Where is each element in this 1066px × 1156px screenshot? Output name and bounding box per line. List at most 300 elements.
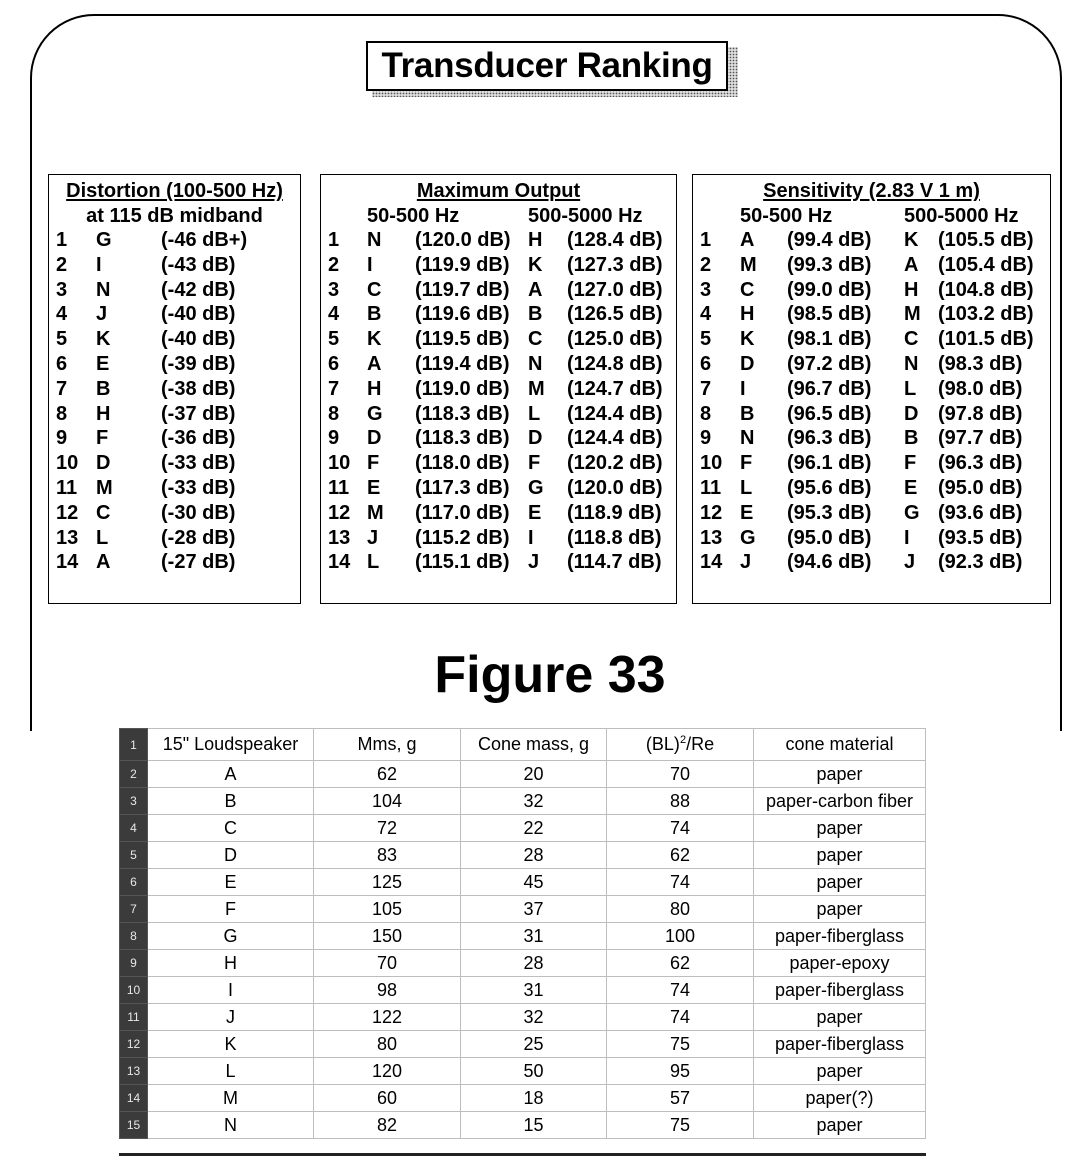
cell-cone-mass[interactable]: 45: [461, 869, 607, 896]
speaker-letter: I: [740, 377, 746, 400]
ranking-row: [321, 477, 676, 502]
cell-cone-material[interactable]: paper: [754, 869, 926, 896]
speaker-letter: I: [904, 526, 910, 549]
cell-mms[interactable]: 150: [314, 923, 461, 950]
rank-number: 3: [328, 278, 340, 301]
ranking-row: [693, 328, 1050, 353]
ranking-row: [693, 477, 1050, 502]
table-row: [120, 788, 926, 815]
header-loudspeaker[interactable]: 15" Loudspeaker: [148, 729, 314, 761]
low-band-value: (118.0 dB): [415, 452, 510, 475]
speaker-letter: G: [96, 229, 112, 251]
cell-cone-mass[interactable]: 28: [461, 842, 607, 869]
cell-bl2-re[interactable]: 62: [607, 842, 754, 869]
cell-bl2-re[interactable]: 88: [607, 788, 754, 815]
speaker-letter: E: [904, 476, 918, 499]
cell-bl2-re[interactable]: 74: [607, 869, 754, 896]
rank-number: 2: [56, 253, 68, 276]
rank-number: 11: [700, 476, 722, 499]
cell-mms[interactable]: 120: [314, 1058, 461, 1085]
high-band-value: (124.4 dB): [567, 402, 663, 425]
max-output-col2: 500-5000 Hz: [528, 205, 643, 227]
speaker-letter: A: [528, 278, 543, 301]
high-band-value: (98.3 dB): [938, 352, 1023, 375]
cell-cone-mass[interactable]: 20: [461, 761, 607, 788]
speaker-letter: H: [367, 377, 382, 400]
low-band-value: (120.0 dB): [415, 229, 511, 251]
ranking-row: [693, 279, 1050, 304]
row-number[interactable]: 7: [120, 896, 148, 923]
low-band-value: (119.0 dB): [415, 377, 510, 400]
cell-loudspeaker[interactable]: L: [148, 1058, 314, 1085]
header-cone-material[interactable]: cone material: [754, 729, 926, 761]
rank-number: 5: [56, 328, 68, 351]
low-band-value: (96.3 dB): [787, 427, 872, 450]
speaker-letter: N: [904, 352, 919, 375]
speaker-letter: J: [367, 526, 379, 549]
cell-mms[interactable]: 82: [314, 1112, 461, 1139]
figure-caption: Figure 33: [434, 646, 666, 704]
rank-number: 14: [328, 551, 351, 574]
ranking-row: [693, 427, 1050, 452]
cell-loudspeaker[interactable]: D: [148, 842, 314, 869]
speaker-letter: F: [528, 452, 541, 475]
cell-loudspeaker[interactable]: G: [148, 923, 314, 950]
ranking-row: [321, 403, 676, 428]
sheet-header-row: [120, 729, 926, 761]
row-number[interactable]: 3: [120, 788, 148, 815]
rank-number: 9: [700, 427, 712, 450]
ranking-row: [693, 254, 1050, 279]
row-number[interactable]: 6: [120, 869, 148, 896]
rank-number: 6: [56, 352, 68, 375]
low-band-value: (119.5 dB): [415, 328, 510, 351]
cell-bl2-re[interactable]: 70: [607, 761, 754, 788]
rank-number: 10: [700, 452, 723, 475]
speaker-letter: N: [528, 352, 543, 375]
speaker-letter: J: [904, 551, 916, 574]
rank-number: 7: [700, 377, 712, 400]
rank-number: 12: [700, 501, 723, 524]
low-band-value: (115.1 dB): [415, 551, 510, 574]
ranking-row: [49, 328, 300, 353]
high-band-value: (120.0 dB): [567, 476, 663, 499]
low-band-value: (117.0 dB): [415, 501, 510, 524]
speaker-letter: N: [367, 229, 382, 251]
low-band-value: (118.3 dB): [415, 402, 510, 425]
low-band-value: (97.2 dB): [787, 352, 872, 375]
table-row: [120, 896, 926, 923]
row-number[interactable]: 1: [120, 729, 148, 761]
distortion-value: (-37 dB): [161, 402, 236, 425]
ranking-row: [321, 279, 676, 304]
low-band-value: (96.7 dB): [787, 377, 872, 400]
row-number[interactable]: 15: [120, 1112, 148, 1139]
rank-number: 2: [328, 253, 340, 276]
rank-number: 11: [56, 476, 78, 499]
speaker-letter: D: [904, 402, 919, 425]
row-number[interactable]: 12: [120, 1031, 148, 1058]
ranking-row: [321, 229, 676, 254]
high-band-value: (128.4 dB): [567, 229, 663, 251]
speaker-letter: D: [740, 352, 755, 375]
speaker-letter: E: [367, 476, 381, 499]
cell-cone-mass[interactable]: 32: [461, 788, 607, 815]
distortion-value: (-39 dB): [161, 352, 236, 375]
distortion-value: (-33 dB): [161, 476, 236, 499]
header-mms[interactable]: Mms, g: [314, 729, 461, 761]
table-row: [120, 1004, 926, 1031]
speaker-letter: L: [904, 377, 917, 400]
cell-bl2-re[interactable]: 80: [607, 896, 754, 923]
distortion-value: (-38 dB): [161, 377, 236, 400]
cell-cone-mass[interactable]: 28: [461, 950, 607, 977]
cell-cone-material[interactable]: paper: [754, 842, 926, 869]
high-band-value: (93.6 dB): [938, 501, 1023, 524]
cell-cone-material[interactable]: paper-epoxy: [754, 950, 926, 977]
rank-number: 7: [328, 377, 340, 400]
low-band-value: (99.0 dB): [787, 278, 872, 301]
speaker-letter: B: [96, 377, 111, 400]
row-number[interactable]: 5: [120, 842, 148, 869]
cell-cone-material[interactable]: paper-fiberglass: [754, 1031, 926, 1058]
ranking-row: [321, 551, 676, 576]
speaker-letter: F: [904, 452, 917, 475]
table-row: [120, 977, 926, 1004]
cell-cone-material[interactable]: paper: [754, 896, 926, 923]
speaker-letter: C: [740, 278, 755, 301]
cell-loudspeaker[interactable]: A: [148, 761, 314, 788]
speaker-letter: J: [96, 303, 108, 326]
speaker-letter: J: [528, 551, 540, 574]
speaker-letter: I: [96, 253, 102, 276]
row-number[interactable]: 8: [120, 923, 148, 950]
cell-loudspeaker[interactable]: E: [148, 869, 314, 896]
rank-number: 2: [700, 253, 712, 276]
distortion-value: (-28 dB): [161, 526, 236, 549]
rank-number: 13: [700, 526, 723, 549]
distortion-value: (-46 dB+): [161, 229, 248, 251]
speaker-letter: K: [528, 253, 543, 276]
speaker-letter: D: [367, 427, 382, 450]
rank-number: 8: [700, 402, 712, 425]
speaker-letter: M: [904, 303, 921, 326]
low-band-value: (99.4 dB): [787, 229, 872, 251]
speaker-letter: B: [740, 402, 755, 425]
high-band-value: (127.0 dB): [567, 278, 663, 301]
cell-loudspeaker[interactable]: N: [148, 1112, 314, 1139]
cell-cone-material[interactable]: paper-fiberglass: [754, 923, 926, 950]
ranking-row: [49, 551, 300, 576]
row-number[interactable]: 4: [120, 815, 148, 842]
cell-loudspeaker[interactable]: H: [148, 950, 314, 977]
speaker-letter: H: [904, 278, 919, 301]
cell-cone-material[interactable]: paper: [754, 1004, 926, 1031]
ranking-row: [49, 229, 300, 254]
high-band-value: (93.5 dB): [938, 526, 1023, 549]
table-row: [120, 1085, 926, 1112]
speaker-letter: C: [367, 278, 382, 301]
cell-mms[interactable]: 60: [314, 1085, 461, 1112]
high-band-value: (105.4 dB): [938, 253, 1034, 276]
speaker-letter: N: [96, 278, 111, 301]
ranking-row: [321, 502, 676, 527]
cell-mms[interactable]: 125: [314, 869, 461, 896]
rank-number: 4: [56, 303, 68, 326]
rank-number: 7: [56, 377, 68, 400]
high-band-value: (92.3 dB): [938, 551, 1023, 574]
cell-bl2-re[interactable]: 74: [607, 977, 754, 1004]
high-band-value: (105.5 dB): [938, 229, 1034, 251]
rank-number: 3: [700, 278, 712, 301]
cell-mms[interactable]: 80: [314, 1031, 461, 1058]
distortion-value: (-36 dB): [161, 427, 236, 450]
table-row: [120, 923, 926, 950]
speaker-letter: K: [740, 328, 755, 351]
ranking-row: [49, 378, 300, 403]
high-band-value: (118.9 dB): [567, 501, 662, 524]
cell-cone-mass[interactable]: 32: [461, 1004, 607, 1031]
cell-cone-mass[interactable]: 31: [461, 923, 607, 950]
high-band-value: (124.7 dB): [567, 377, 663, 400]
cell-loudspeaker[interactable]: F: [148, 896, 314, 923]
ranking-row: [321, 452, 676, 477]
rank-number: 5: [700, 328, 712, 351]
high-band-value: (114.7 dB): [567, 551, 662, 574]
cell-cone-material[interactable]: paper(?): [754, 1085, 926, 1112]
ranking-row: [49, 477, 300, 502]
cell-loudspeaker[interactable]: C: [148, 815, 314, 842]
speaker-letter: K: [904, 229, 919, 251]
cell-cone-material[interactable]: paper: [754, 761, 926, 788]
speaker-letter: B: [367, 303, 382, 326]
page-title: Transducer Ranking: [366, 41, 728, 91]
table-row: [120, 815, 926, 842]
cell-bl2-re[interactable]: 74: [607, 815, 754, 842]
bl-tail: /Re: [686, 734, 715, 754]
high-band-value: (104.8 dB): [938, 278, 1034, 301]
high-band-value: (126.5 dB): [567, 303, 663, 326]
low-band-value: (95.0 dB): [787, 526, 872, 549]
speaker-letter: D: [96, 452, 111, 475]
rank-number: 12: [56, 501, 79, 524]
speaker-letter: I: [528, 526, 534, 549]
speaker-letter: H: [96, 402, 111, 425]
row-number[interactable]: 11: [120, 1004, 148, 1031]
speaker-letter: H: [740, 303, 755, 326]
cell-cone-mass[interactable]: 18: [461, 1085, 607, 1112]
cell-cone-mass[interactable]: 50: [461, 1058, 607, 1085]
cell-loudspeaker[interactable]: K: [148, 1031, 314, 1058]
cell-cone-mass[interactable]: 31: [461, 977, 607, 1004]
high-band-value: (118.8 dB): [567, 526, 662, 549]
high-band-value: (101.5 dB): [938, 328, 1034, 351]
cell-mms[interactable]: 62: [314, 761, 461, 788]
rank-number: 12: [328, 501, 351, 524]
speaker-letter: J: [740, 551, 752, 574]
ranking-row: [49, 427, 300, 452]
distortion-subtitle: at 115 dB midband: [86, 205, 263, 227]
cell-mms[interactable]: 105: [314, 896, 461, 923]
ranking-row: [49, 502, 300, 527]
cell-cone-material[interactable]: paper-fiberglass: [754, 977, 926, 1004]
cell-mms[interactable]: 83: [314, 842, 461, 869]
ranking-row: [693, 403, 1050, 428]
high-band-value: (120.2 dB): [567, 452, 663, 475]
ranking-row: [321, 328, 676, 353]
table-row: [120, 1112, 926, 1139]
cell-bl2-re[interactable]: 95: [607, 1058, 754, 1085]
header-cone-mass[interactable]: Cone mass, g: [461, 729, 607, 761]
rank-number: 1: [56, 229, 68, 251]
distortion-value: (-30 dB): [161, 501, 236, 524]
high-band-value: (127.3 dB): [567, 253, 663, 276]
ranking-row: [49, 279, 300, 304]
high-band-value: (97.8 dB): [938, 402, 1023, 425]
rank-number: 8: [56, 402, 68, 425]
low-band-value: (118.3 dB): [415, 427, 510, 450]
cell-cone-mass[interactable]: 25: [461, 1031, 607, 1058]
max-output-rows: [321, 229, 676, 576]
ranking-row: [321, 353, 676, 378]
max-output-col1: 50-500 Hz: [367, 205, 460, 227]
speaker-letter: M: [740, 253, 757, 276]
cell-mms[interactable]: 98: [314, 977, 461, 1004]
rank-number: 3: [56, 278, 68, 301]
cell-mms[interactable]: 72: [314, 815, 461, 842]
speaker-letter: C: [96, 501, 111, 524]
rank-number: 13: [328, 526, 351, 549]
ranking-row: [693, 229, 1050, 254]
speaker-letter: A: [367, 352, 382, 375]
rank-number: 5: [328, 328, 340, 351]
low-band-value: (115.2 dB): [415, 526, 510, 549]
high-band-value: (125.0 dB): [567, 328, 663, 351]
cell-cone-mass[interactable]: 37: [461, 896, 607, 923]
rank-number: 13: [56, 526, 79, 549]
high-band-value: (96.3 dB): [938, 452, 1023, 475]
speaker-letter: F: [367, 452, 380, 475]
speaker-letter: H: [528, 229, 543, 251]
cell-cone-mass[interactable]: 22: [461, 815, 607, 842]
speaker-letter: M: [528, 377, 545, 400]
low-band-value: (119.9 dB): [415, 253, 510, 276]
cell-bl2-re[interactable]: 57: [607, 1085, 754, 1112]
cell-cone-mass[interactable]: 15: [461, 1112, 607, 1139]
ranking-row: [49, 254, 300, 279]
high-band-value: (103.2 dB): [938, 303, 1034, 326]
row-number[interactable]: 10: [120, 977, 148, 1004]
cell-cone-material[interactable]: paper: [754, 815, 926, 842]
max-output-title: Maximum Output: [416, 180, 581, 202]
row-number[interactable]: 14: [120, 1085, 148, 1112]
low-band-value: (119.6 dB): [415, 303, 510, 326]
row-number[interactable]: 13: [120, 1058, 148, 1085]
low-band-value: (95.6 dB): [787, 476, 872, 499]
cell-cone-material[interactable]: paper-carbon fiber: [754, 788, 926, 815]
high-band-value: (124.8 dB): [567, 352, 663, 375]
row-number[interactable]: 9: [120, 950, 148, 977]
row-number[interactable]: 2: [120, 761, 148, 788]
low-band-value: (95.3 dB): [787, 501, 872, 524]
ranking-row: [49, 527, 300, 552]
low-band-value: (98.1 dB): [787, 328, 872, 351]
cell-cone-material[interactable]: paper: [754, 1058, 926, 1085]
rank-number: 6: [328, 352, 340, 375]
high-band-value: (124.4 dB): [567, 427, 663, 450]
ranking-row: [321, 378, 676, 403]
speaker-letter: A: [740, 229, 755, 251]
cell-mms[interactable]: 70: [314, 950, 461, 977]
speaker-letter: A: [96, 551, 111, 574]
low-band-value: (96.1 dB): [787, 452, 872, 475]
rank-number: 8: [328, 402, 340, 425]
header-bl2-re[interactable]: [607, 729, 754, 761]
speaker-letter: M: [96, 476, 113, 499]
cell-cone-material[interactable]: paper: [754, 1112, 926, 1139]
speaker-letter: G: [904, 501, 920, 524]
rank-number: 4: [328, 303, 340, 326]
cell-mms[interactable]: 122: [314, 1004, 461, 1031]
distortion-value: (-33 dB): [161, 452, 236, 475]
table-row: [120, 761, 926, 788]
speaker-letter: E: [740, 501, 754, 524]
cell-loudspeaker[interactable]: J: [148, 1004, 314, 1031]
cell-loudspeaker[interactable]: B: [148, 788, 314, 815]
cell-loudspeaker[interactable]: M: [148, 1085, 314, 1112]
speaker-letter: E: [96, 352, 110, 375]
speaker-letter: E: [528, 501, 542, 524]
speaker-letter: F: [96, 427, 109, 450]
ranking-row: [321, 527, 676, 552]
high-band-value: (95.0 dB): [938, 476, 1023, 499]
ranking-row: [49, 303, 300, 328]
cell-bl2-re[interactable]: 75: [607, 1031, 754, 1058]
ranking-row: [693, 502, 1050, 527]
rank-number: 11: [328, 476, 350, 499]
low-band-value: (99.3 dB): [787, 253, 872, 276]
distortion-value: (-40 dB): [161, 328, 236, 351]
cell-mms[interactable]: 104: [314, 788, 461, 815]
rank-number: 10: [56, 452, 79, 475]
ranking-row: [693, 551, 1050, 576]
ranking-row: [321, 303, 676, 328]
speaker-letter: G: [740, 526, 756, 549]
distortion-value: (-42 dB): [161, 278, 236, 301]
rank-number: 9: [56, 427, 68, 450]
ranking-row: [49, 452, 300, 477]
cell-loudspeaker[interactable]: I: [148, 977, 314, 1004]
table-row: [120, 1031, 926, 1058]
sensitivity-title: Sensitivity (2.83 V 1 m): [763, 180, 980, 202]
max-output-panel: [320, 174, 677, 604]
cell-bl2-re[interactable]: 74: [607, 1004, 754, 1031]
speaker-letter: L: [367, 551, 380, 574]
cell-bl2-re[interactable]: 75: [607, 1112, 754, 1139]
cell-bl2-re[interactable]: 100: [607, 923, 754, 950]
speaker-letter: D: [528, 427, 543, 450]
speaker-letter: M: [367, 501, 384, 524]
speaker-letter: G: [528, 476, 544, 499]
sensitivity-col1: 50-500 Hz: [740, 205, 833, 227]
sensitivity-panel: [692, 174, 1051, 604]
cell-bl2-re[interactable]: 62: [607, 950, 754, 977]
rank-number: 9: [328, 427, 340, 450]
ranking-row: [49, 353, 300, 378]
distortion-title: Distortion (100-500 Hz): [66, 180, 283, 202]
rank-number: 4: [700, 303, 712, 326]
ranking-row: [693, 303, 1050, 328]
